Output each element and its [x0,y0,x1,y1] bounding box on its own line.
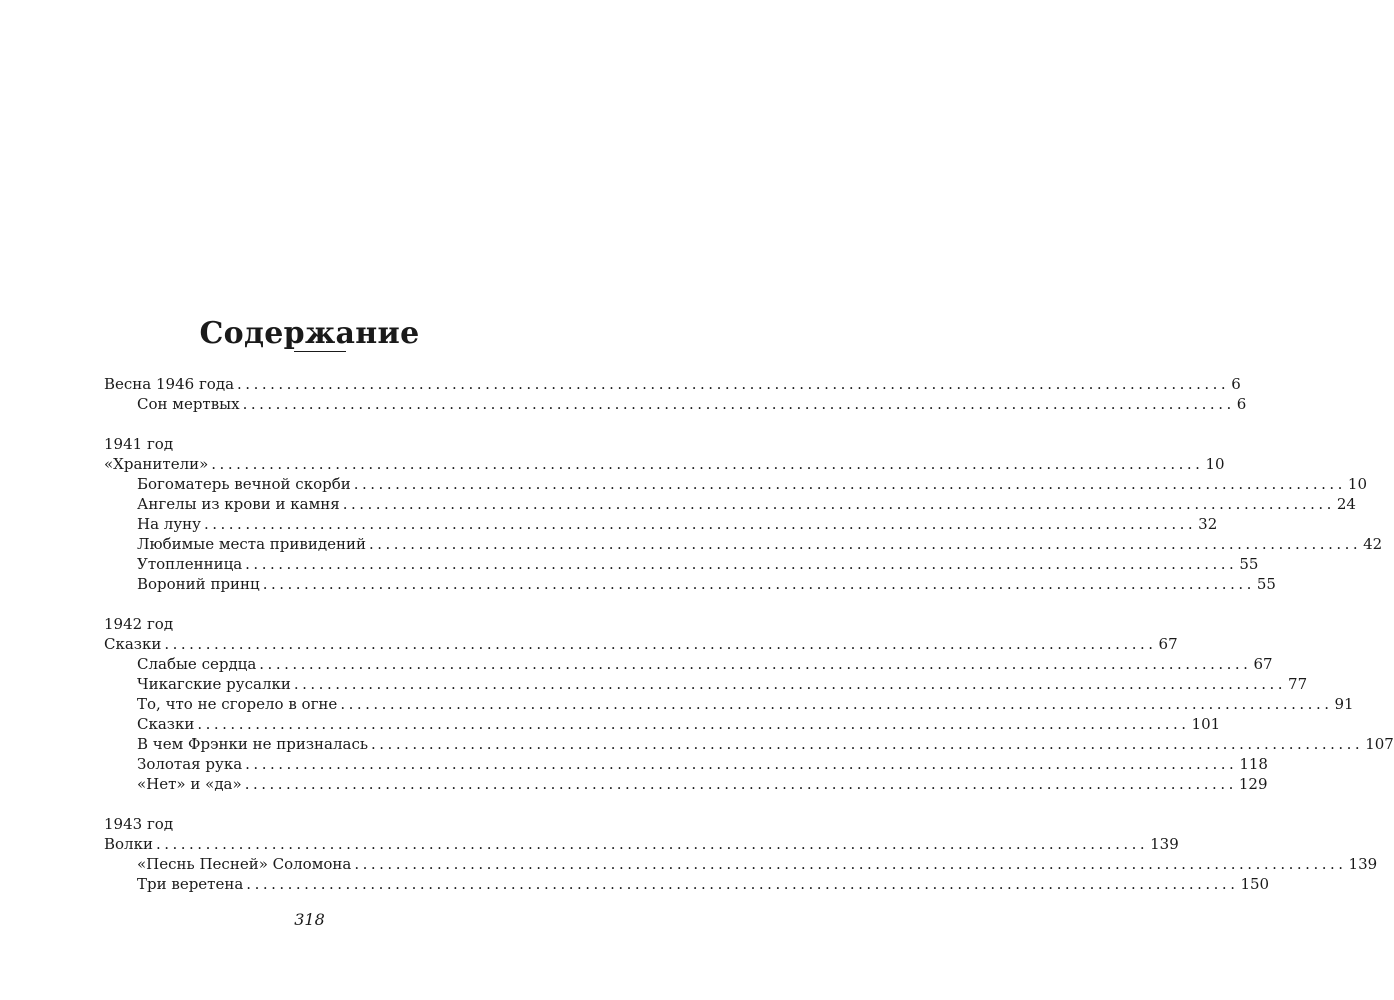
toc-entry [104,494,1356,514]
toc-entry-title: Ангелы из крови и камня [137,495,340,513]
toc-entry-page: 10 [1205,455,1225,473]
dot-leader: ........................................................................................................................ [246,875,1239,893]
dot-leader: ........................................................................................................................ [164,635,1157,653]
toc-entry-page: 42 [1363,535,1383,553]
toc-entry-page: 6 [1236,395,1247,413]
toc-entry-page: 91 [1334,695,1354,713]
toc-entry-page: 55 [1239,555,1259,573]
dot-leader: ........................................................................................................................ [197,715,1190,733]
section-year-heading: 1943 год [104,815,174,833]
toc-section [104,814,1378,894]
page-number: 318 [294,910,325,929]
table-of-contents [104,374,1394,894]
dot-leader: ........................................................................................................................ [340,695,1333,713]
toc-entry [104,514,1218,534]
dot-leader: ........................................................................................................................ [368,535,1362,553]
toc-entry [104,574,1276,594]
toc-entry [104,654,1273,674]
dot-leader: ........................................................................................................................ [211,455,1204,473]
toc-entry-title: Утопленница [137,555,243,573]
toc-entry-title: Сказки [104,635,162,653]
toc-entry-title: Волки [104,835,153,853]
toc-entry-title: Золотая рука [137,755,243,773]
dot-leader: ........................................................................................................................ [203,515,1197,533]
toc-entry [104,854,1378,874]
title-underline [294,351,346,352]
toc-entry-page: 77 [1288,675,1308,693]
section-year-heading: 1941 год [104,435,174,453]
toc-entry-page: 6 [1231,375,1241,393]
dot-leader: ........................................................................................................................ [354,855,1347,873]
toc-entry-page: 150 [1240,875,1270,893]
toc-entry-page: 24 [1336,495,1356,513]
toc-entry-page: 67 [1158,635,1178,653]
dot-leader: ........................................................................................................................ [155,835,1149,853]
toc-entry [104,734,1394,754]
toc-section [104,434,1383,594]
toc-entry-title: Весна 1946 года [104,375,235,393]
toc-entry-title: «Нет» и «да» [137,775,242,793]
toc-entry-page: 32 [1198,515,1218,533]
toc-entry [104,634,1178,654]
toc-entry [104,474,1368,494]
section-year-heading: 1942 год [104,615,174,633]
toc-entry-page: 139 [1348,855,1378,873]
toc-entry [104,534,1383,554]
dot-leader: ........................................................................................................................ [262,575,1255,593]
toc-entry-title: «Песнь Песней» Соломона [137,855,352,873]
toc-entry-page: 10 [1347,475,1368,493]
dot-leader: ........................................................................................................................ [342,495,1335,513]
toc-entry [104,754,1268,774]
toc-entry [104,374,1241,394]
toc-entry-title: В чем Фрэнки не призналась [137,735,369,753]
dot-leader: ........................................................................................................................ [371,735,1364,753]
toc-entry-page: 129 [1238,775,1268,793]
toc-entry-title: Сон мертвых [137,395,240,413]
toc-entry [104,554,1259,574]
toc-entry-title: Вороний принц [137,575,260,593]
toc-entry [104,394,1247,414]
dot-leader: ........................................................................................................................ [237,375,1230,393]
toc-entry-page: 55 [1256,575,1276,593]
toc-entry-title: Чикагские русалки [137,675,291,693]
dot-leader: ........................................................................................................................ [242,395,1235,413]
dot-leader: ........................................................................................................................ [353,475,1346,493]
toc-entry [104,714,1221,734]
toc-entry [104,874,1270,894]
dot-leader: ........................................................................................................................ [245,755,1238,773]
dot-leader: ........................................................................................................................ [244,775,1237,793]
toc-entry [104,674,1308,694]
toc-entry-page: 139 [1150,835,1179,853]
dot-leader: ........................................................................................................................ [245,555,1238,573]
toc-entry-title: Любимые места привидений [137,535,366,553]
toc-entry [104,454,1225,474]
toc-entry-page: 101 [1191,715,1221,733]
toc-entry-page: 67 [1253,655,1273,673]
toc-section [104,374,1247,414]
toc-entry [104,694,1354,714]
toc-entry-title: Богоматерь вечной скорби [137,475,351,493]
toc-entry-title: Три веретена [137,875,244,893]
toc-entry-title: Сказки [137,715,195,733]
toc-entry-page: 118 [1239,755,1268,773]
toc-entry-page: 107 [1365,735,1394,753]
toc-entry [104,774,1268,794]
dot-leader: ........................................................................................................................ [259,655,1252,673]
toc-entry-title: То, что не сгорело в огне [137,695,338,713]
page-title: Содержание [199,316,420,351]
toc-entry-title: Слабые сердца [137,655,257,673]
dot-leader: ........................................................................................................................ [293,675,1287,693]
toc-entry [104,834,1179,854]
toc-entry-title: «Хранители» [104,455,209,473]
toc-section [104,614,1394,794]
toc-entry-title: На луну [137,515,201,533]
